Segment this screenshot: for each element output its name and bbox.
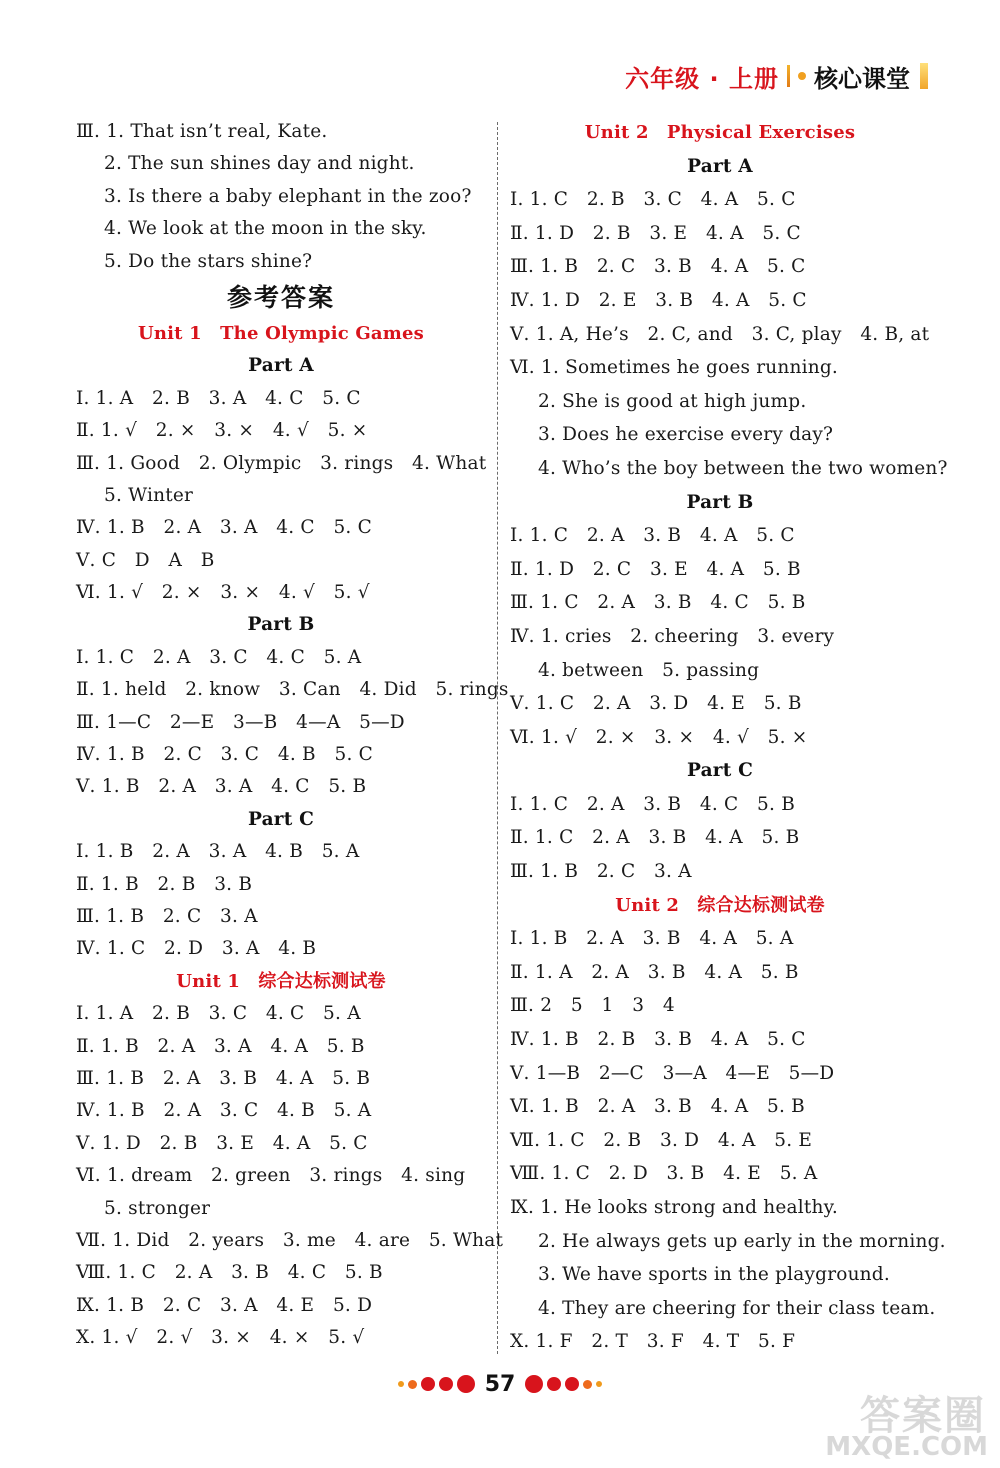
answer-line: Ⅵ. 1. Sometimes he goes running. (510, 357, 839, 379)
part-title: Part B (247, 614, 315, 636)
answer-line: Ⅳ. 1. B 2. A 3. C 4. B 5. A (76, 1100, 372, 1122)
dot-icon (408, 1380, 417, 1389)
column-divider (497, 122, 498, 1354)
answer-line: 3. We have sports in the playground. (538, 1264, 890, 1286)
answer-line: 4. We look at the moon in the sky. (104, 218, 427, 240)
answer-line: Ⅹ. 1. F 2. T 3. F 4. T 5. F (510, 1331, 796, 1353)
dot-icon (439, 1377, 453, 1391)
answer-line: Ⅸ. 1. He looks strong and healthy. (510, 1197, 838, 1218)
answer-line: 3. Does he exercise every day? (538, 424, 834, 446)
dot-icon (398, 1381, 404, 1387)
watermark-url: MXQE.COM (825, 1432, 988, 1462)
answer-line: Ⅲ. 1. B 2. C 3. A (76, 905, 258, 927)
answer-line: Ⅱ. 1. B 2. B 3. B (76, 873, 253, 895)
dot-icon (525, 1375, 543, 1393)
answer-line: Ⅰ. 1. C 2. A 3. B 4. A 5. C (510, 525, 795, 547)
dot-icon (421, 1377, 435, 1391)
answer-line: 2. The sun shines day and night. (104, 153, 415, 175)
answer-line: Ⅲ. 1. B 2. C 3. A (510, 861, 692, 883)
answer-line: Ⅱ. 1. D 2. C 3. E 4. A 5. B (510, 558, 801, 580)
dot-icon (457, 1375, 475, 1393)
answer-line: Ⅰ. 1. A 2. B 3. C 4. C 5. A (76, 1003, 361, 1025)
answer-line: Ⅹ. 1. √ 2. √ 3. × 4. × 5. √ (76, 1327, 365, 1349)
answer-line: Ⅲ. 1. Good 2. Olympic 3. rings 4. What (76, 452, 487, 474)
dot-icon (565, 1377, 579, 1391)
answer-line: Ⅳ. 1. D 2. E 3. B 4. A 5. C (510, 289, 807, 311)
header-separator (787, 65, 790, 87)
dot-icon (583, 1380, 592, 1389)
answer-line: Ⅱ. 1. held 2. know 3. Can 4. Did 5. rings (76, 679, 509, 701)
answer-line: Ⅱ. 1. A 2. A 3. B 4. A 5. B (510, 961, 799, 983)
answer-line: Ⅵ. 1. dream 2. green 3. rings 4. sing (76, 1165, 466, 1187)
part-title: Part C (247, 808, 315, 830)
grade-label: 六年级 · 上册 (625, 64, 779, 93)
page-number: 57 (484, 1371, 516, 1397)
unit-title: Unit 1 The Olympic Games (137, 322, 425, 344)
part-title: Part A (248, 355, 314, 377)
answer-line: Ⅴ. 1. D 2. B 3. E 4. A 5. C (76, 1132, 368, 1154)
answer-line: Ⅳ. 1. B 2. A 3. A 4. C 5. C (76, 517, 372, 539)
answer-line: Ⅳ. 1. cries 2. cheering 3. every (510, 625, 835, 647)
answer-line: Ⅲ. 1. That isn’t real, Kate. (76, 121, 328, 142)
answer-line: Ⅶ. 1. C 2. B 3. D 4. A 5. E (510, 1129, 813, 1151)
answer-line: 3. Is there a baby elephant in the zoo? (104, 185, 472, 207)
answer-line: Ⅱ. 1. √ 2. × 3. × 4. √ 5. × (76, 420, 368, 442)
unit-test-title: Unit 2 综合达标测试卷 (615, 894, 825, 916)
answer-line: Ⅷ. 1. C 2. A 3. B 4. C 5. B (76, 1262, 383, 1284)
answer-line: Ⅱ. 1. D 2. B 3. E 4. A 5. C (510, 222, 801, 244)
answer-line: Ⅲ. 2 5 1 3 4 (510, 995, 675, 1017)
answer-line: Ⅰ. 1. B 2. A 3. A 4. B 5. A (76, 841, 360, 863)
watermark-title: 答案圈 (860, 1393, 986, 1439)
answer-line: Ⅵ. 1. B 2. A 3. B 4. A 5. B (510, 1096, 805, 1118)
header-dot-icon (798, 72, 806, 80)
answer-line: 4. They are cheering for their class team. (538, 1297, 936, 1319)
answer-line: Ⅰ. 1. C 2. A 3. C 4. C 5. A (76, 646, 362, 668)
answer-line: 5. Winter (104, 484, 194, 506)
part-title: Part B (686, 491, 754, 513)
footer-dots-left-icon (398, 1375, 475, 1393)
part-title: Part A (687, 155, 753, 177)
answer-line: 2. She is good at high jump. (538, 390, 807, 412)
answer-line: 5. Do the stars shine? (104, 250, 313, 272)
answer-line: Ⅰ. 1. C 2. B 3. C 4. A 5. C (510, 189, 796, 211)
answer-line: Ⅰ. 1. B 2. A 3. B 4. A 5. A (510, 928, 794, 950)
answer-line: Ⅱ. 1. B 2. A 3. A 4. A 5. B (76, 1035, 365, 1057)
part-title: Part C (686, 760, 754, 782)
left-column (76, 116, 509, 1354)
dot-icon (547, 1377, 561, 1391)
answer-line: Ⅸ. 1. B 2. C 3. A 4. E 5. D (76, 1294, 373, 1316)
answer-line: 2. He always gets up early in the morning. (538, 1230, 946, 1252)
unit-title: Unit 2 Physical Exercises (584, 122, 856, 143)
answer-line: 5. stronger (104, 1197, 211, 1219)
answer-line: Ⅰ. 1. A 2. B 3. A 4. C 5. C (76, 387, 361, 409)
answer-line: Ⅶ. 1. Did 2. years 3. me 4. are 5. What (76, 1229, 504, 1251)
answer-line: Ⅲ. 1. B 2. C 3. B 4. A 5. C (510, 256, 806, 278)
answer-line: 4. between 5. passing (538, 659, 760, 681)
answer-line: Ⅲ. 1—C 2—E 3—B 4—A 5—D (76, 711, 405, 733)
answer-line: Ⅴ. C D A B (76, 549, 215, 571)
unit-test-title: Unit 1 综合达标测试卷 (176, 970, 386, 992)
answer-line: Ⅳ. 1. C 2. D 3. A 4. B (76, 938, 317, 960)
answer-line: Ⅳ. 1. B 2. B 3. B 4. A 5. C (510, 1029, 806, 1051)
answer-line: Ⅷ. 1. C 2. D 3. B 4. E 5. A (510, 1163, 818, 1185)
answer-key-title: 参考答案 (226, 282, 335, 312)
answer-line: Ⅵ. 1. √ 2. × 3. × 4. √ 5. √ (76, 582, 370, 604)
right-column (510, 116, 948, 1359)
answer-line: Ⅴ. 1—B 2—C 3—A 4—E 5—D (510, 1062, 835, 1084)
answer-line: Ⅲ. 1. B 2. A 3. B 4. A 5. B (76, 1067, 371, 1089)
footer-dots-right-icon (525, 1375, 602, 1393)
page-header (625, 56, 928, 96)
dot-icon (596, 1381, 602, 1387)
answer-line: 4. Who’s the boy between the two women? (538, 457, 948, 479)
header-bar-icon (920, 63, 928, 89)
answer-line: Ⅴ. 1. B 2. A 3. A 4. C 5. B (76, 776, 367, 798)
answer-line: Ⅰ. 1. C 2. A 3. B 4. C 5. B (510, 793, 795, 815)
answer-line: Ⅴ. 1. A, He’s 2. C, and 3. C, play 4. B, at (510, 323, 930, 345)
answer-line: Ⅲ. 1. C 2. A 3. B 4. C 5. B (510, 592, 806, 614)
answer-line: Ⅵ. 1. √ 2. × 3. × 4. √ 5. × (510, 726, 808, 748)
answer-line: Ⅳ. 1. B 2. C 3. C 4. B 5. C (76, 744, 373, 766)
answer-line: Ⅴ. 1. C 2. A 3. D 4. E 5. B (510, 693, 802, 715)
answer-line: Ⅱ. 1. C 2. A 3. B 4. A 5. B (510, 827, 800, 849)
book-title: 核心课堂 (814, 64, 910, 93)
watermark-logo (817, 1384, 992, 1462)
